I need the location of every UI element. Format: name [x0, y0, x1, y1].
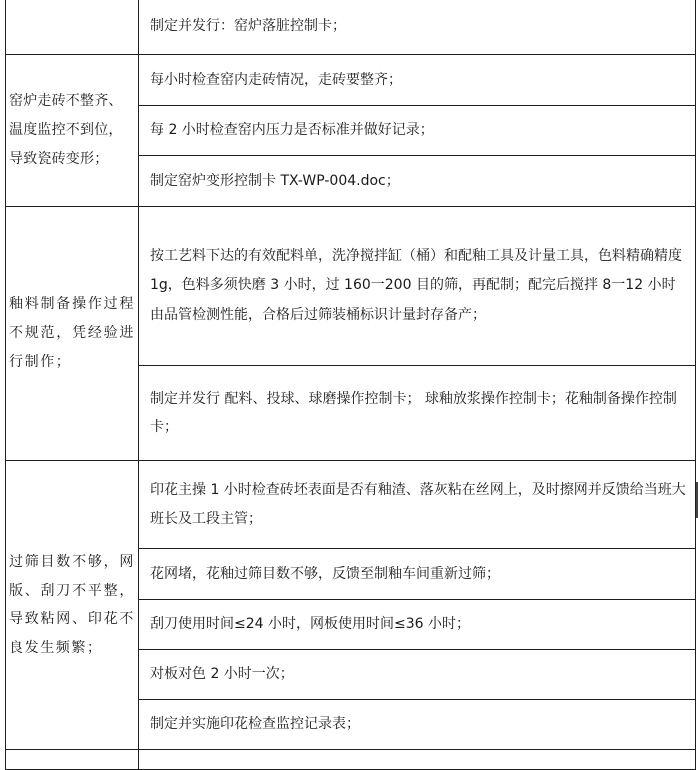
measure-cell: 制定并发行 配料、投球、球磨操作控制卡； 球釉放浆操作控制卡；花釉制备操作控制卡； — [139, 366, 696, 461]
table-row — [6, 55, 696, 106]
measure-cell: 花网堵，花釉过筛目数不够，反馈至制釉车间重新过筛； — [139, 549, 696, 600]
measure-cell: 按工艺料下达的有效配料单，洗净搅拌缸（桶）和配釉工具及计量工具，色料精确精度 1g，色料多须快磨 3 小时，过 160一200 目的筛，再配制；配完后搅拌 8一12 小时由品管检测性能，合格后过筛装桶标识计量封存备产； — [139, 207, 696, 366]
table-row — [6, 750, 696, 770]
table-row — [6, 0, 696, 55]
issue-cell — [6, 750, 139, 770]
measure-cell: 制定并实施印花检查监控记录表； — [139, 700, 696, 750]
measure-cell: 制定并发行：窑炉落脏控制卡； — [139, 0, 696, 55]
table-row — [6, 461, 696, 549]
measure-cell — [139, 750, 696, 770]
measure-cell: 印花主操 1 小时检查砖坯表面是否有釉渣、落灰粘在丝网上，及时擦网并反馈给当班大班长及工段主管； — [139, 461, 696, 549]
issue-cell: 过筛目数不够，网版、刮刀不平整，导致粘网、印花不良发生频繁； — [6, 461, 139, 750]
issue-cell — [6, 0, 139, 55]
measure-cell: 每小时检查窑内走砖情况，走砖要整齐； — [139, 55, 696, 106]
quality-control-table — [5, 0, 696, 770]
table-row — [6, 207, 696, 366]
issue-cell: 窑炉走砖不整齐、温度监控不到位，导致瓷砖变形； — [6, 55, 139, 207]
measure-cell: 刮刀使用时间≤24 小时，网板使用时间≤36 小时； — [139, 600, 696, 650]
measure-cell: 对板对色 2 小时一次； — [139, 650, 696, 700]
measure-cell: 每 2 小时检查窑内压力是否标准并做好记录； — [139, 106, 696, 156]
measure-cell: 制定窑炉变形控制卡 TX-WP-004.doc； — [139, 156, 696, 207]
issue-cell: 釉料制备操作过程不规范，凭经验进行制作； — [6, 207, 139, 461]
